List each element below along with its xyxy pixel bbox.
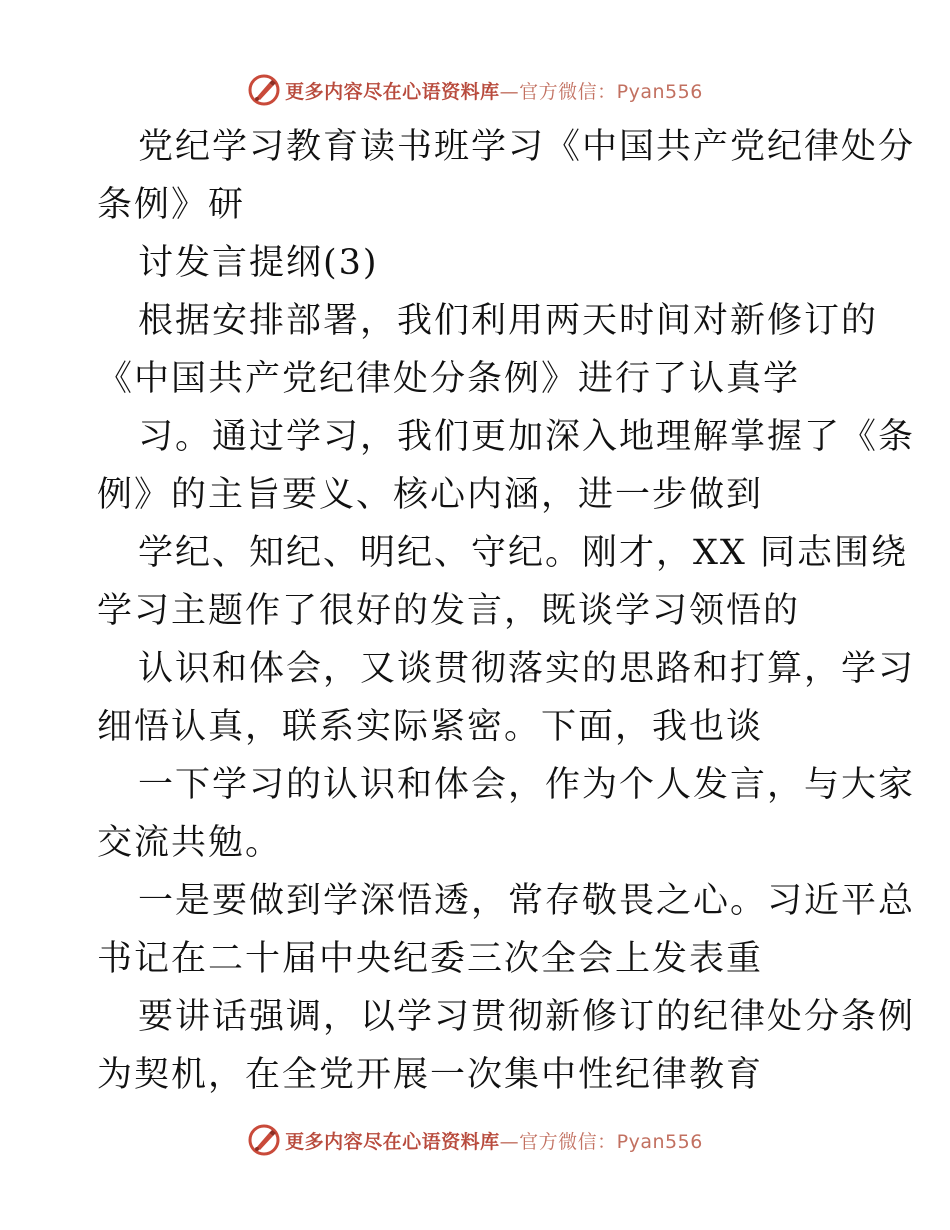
text-line: 例》的主旨要义、核心内涵，进一步做到 <box>97 475 764 515</box>
watermark-text <box>285 1127 703 1154</box>
text-line: 党纪学习教育读书班学习《中国共产党纪律处分 <box>138 127 916 167</box>
text-line: 交流共勉。 <box>97 823 283 863</box>
text-line: 条例》研 <box>97 185 246 225</box>
text-line: 根据安排部署，我们利用两天时间对新修订的 <box>138 301 879 341</box>
text-line: 一是要做到学深悟透，常存敬畏之心。习近平总 <box>138 881 916 921</box>
pen-circle-logo-icon <box>247 73 281 107</box>
watermark-main: 更多内容尽在心语资料库 <box>285 80 500 103</box>
text-line: 书记在二十届中央纪委三次全会上发表重 <box>97 939 764 979</box>
text-line: 要讲话强调，以学习贯彻新修订的纪律处分条例 <box>138 997 916 1037</box>
watermark-contact: 官方微信：Pyan556 <box>519 80 703 103</box>
header-watermark-banner <box>0 70 950 110</box>
watermark-contact: 官方微信：Pyan556 <box>519 1130 703 1153</box>
text-line: 细悟认真，联系实际紧密。下面，我也谈 <box>97 707 764 747</box>
text-line: 习。通过学习，我们更加深入地理解掌握了《条 <box>138 417 916 457</box>
pen-circle-logo-icon <box>247 1123 281 1157</box>
watermark-separator: — <box>499 80 520 103</box>
text-line: 《中国共产党纪律处分条例》进行了认真学 <box>97 359 801 399</box>
watermark-text <box>285 77 703 104</box>
watermark-main: 更多内容尽在心语资料库 <box>285 1130 500 1153</box>
text-line: 学习主题作了很好的发言，既谈学习领悟的 <box>97 591 801 631</box>
text-line: 讨发言提纲(3) <box>138 243 379 283</box>
text-line: 认识和体会，又谈贯彻落实的思路和打算，学习 <box>138 649 916 689</box>
text-line: 为契机，在全党开展一次集中性纪律教育 <box>97 1055 764 1095</box>
text-line: 学纪、知纪、明纪、守纪。刚才，XX 同志围绕 <box>138 533 908 573</box>
footer-watermark-banner <box>0 1120 950 1160</box>
watermark-separator: — <box>499 1130 520 1153</box>
text-line: 一下学习的认识和体会，作为个人发言，与大家 <box>138 765 916 805</box>
